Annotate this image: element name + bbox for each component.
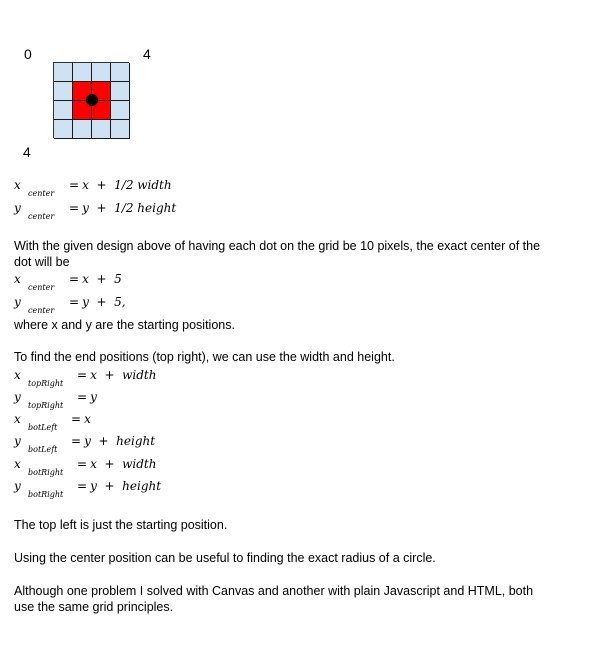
- formula-var: y: [14, 390, 21, 404]
- formula-var: x: [14, 412, 21, 426]
- formula-subscript: center: [28, 212, 55, 221]
- formula-var: x: [14, 457, 21, 471]
- center-dot: [86, 94, 98, 106]
- formula-var: y: [14, 295, 21, 309]
- paragraph-end-positions: To find the end positions (top right), we can use the width and height.: [14, 350, 395, 364]
- paragraph-canvas: Although one problem I solved with Canvas and another with plain Javascript and HTML, both use the same grid principles.: [14, 584, 534, 614]
- formula-y-botleft: ybotLeft= y + height: [14, 434, 156, 454]
- grid-cell: [73, 120, 92, 139]
- origin-label: 0: [24, 46, 32, 62]
- grid-cell: [111, 101, 130, 120]
- formula-rhs: y + height: [84, 434, 156, 448]
- paragraph-radius: Using the center position can be useful to finding the exact radius of a circle.: [14, 551, 436, 565]
- formula-subscript: topRight: [28, 401, 64, 410]
- formula-subscript: botRight: [28, 490, 64, 499]
- formula-rhs: y + height: [90, 479, 162, 493]
- grid-cell: [54, 101, 73, 120]
- formula-rhs: x + width: [90, 368, 157, 382]
- formula-subscript: botRight: [28, 468, 64, 477]
- formula-var: x: [14, 272, 21, 286]
- grid-cell: [111, 120, 130, 139]
- formula-rhs: x + width: [90, 457, 157, 471]
- paragraph-center: With the given design above of having each dot on the grid be 10 pixels, the exact center of the dot will be: [14, 239, 541, 269]
- formula-x-topright: xtopRight= x + width: [14, 368, 157, 388]
- formula-y-botright: ybotRight= y + height: [14, 479, 162, 499]
- formula-x-center: xcenter= x + 5: [14, 272, 122, 292]
- formula-var: x: [14, 368, 21, 382]
- formula-var: x: [14, 178, 21, 192]
- formula-subscript: botLeft: [28, 423, 58, 432]
- formula-x-botleft: xbotLeft= x: [14, 412, 91, 432]
- grid-cell: [111, 82, 130, 101]
- formula-x-botright: xbotRight= x + width: [14, 457, 157, 477]
- grid-cell: [54, 82, 73, 101]
- formula-subscript: center: [28, 189, 55, 198]
- formula-x-center-general: xcenter= x + 1/2 width: [14, 178, 172, 198]
- formula-var: y: [14, 201, 21, 215]
- grid-cell: [111, 63, 130, 82]
- formula-rhs: x + 1/2 width: [82, 178, 172, 192]
- y-max-label: 4: [23, 144, 31, 160]
- grid-cell: [92, 63, 111, 82]
- paragraph-top-left: The top left is just the starting position.: [14, 518, 228, 532]
- formula-rhs: y: [90, 390, 97, 404]
- formula-var: y: [14, 434, 21, 448]
- formula-y-topright: ytopRight= y: [14, 390, 97, 410]
- paragraph-where: where x and y are the starting positions.: [14, 318, 235, 332]
- formula-var: y: [14, 479, 21, 493]
- formula-subscript: botLeft: [28, 445, 58, 454]
- formula-rhs: x: [84, 412, 91, 426]
- formula-rhs: y + 5,: [82, 295, 126, 309]
- formula-y-center: ycenter= y + 5,: [14, 295, 126, 315]
- grid-cell: [73, 63, 92, 82]
- grid-cell: [54, 63, 73, 82]
- formula-rhs: x + 5: [82, 272, 122, 286]
- grid-cell: [54, 120, 73, 139]
- formula-subscript: center: [28, 306, 55, 315]
- formula-rhs: y + 1/2 height: [82, 201, 177, 215]
- formula-y-center-general: ycenter= y + 1/2 height: [14, 201, 177, 221]
- grid-cell: [92, 120, 111, 139]
- formula-subscript: topRight: [28, 379, 64, 388]
- formula-subscript: center: [28, 283, 55, 292]
- x-max-label: 4: [143, 46, 151, 62]
